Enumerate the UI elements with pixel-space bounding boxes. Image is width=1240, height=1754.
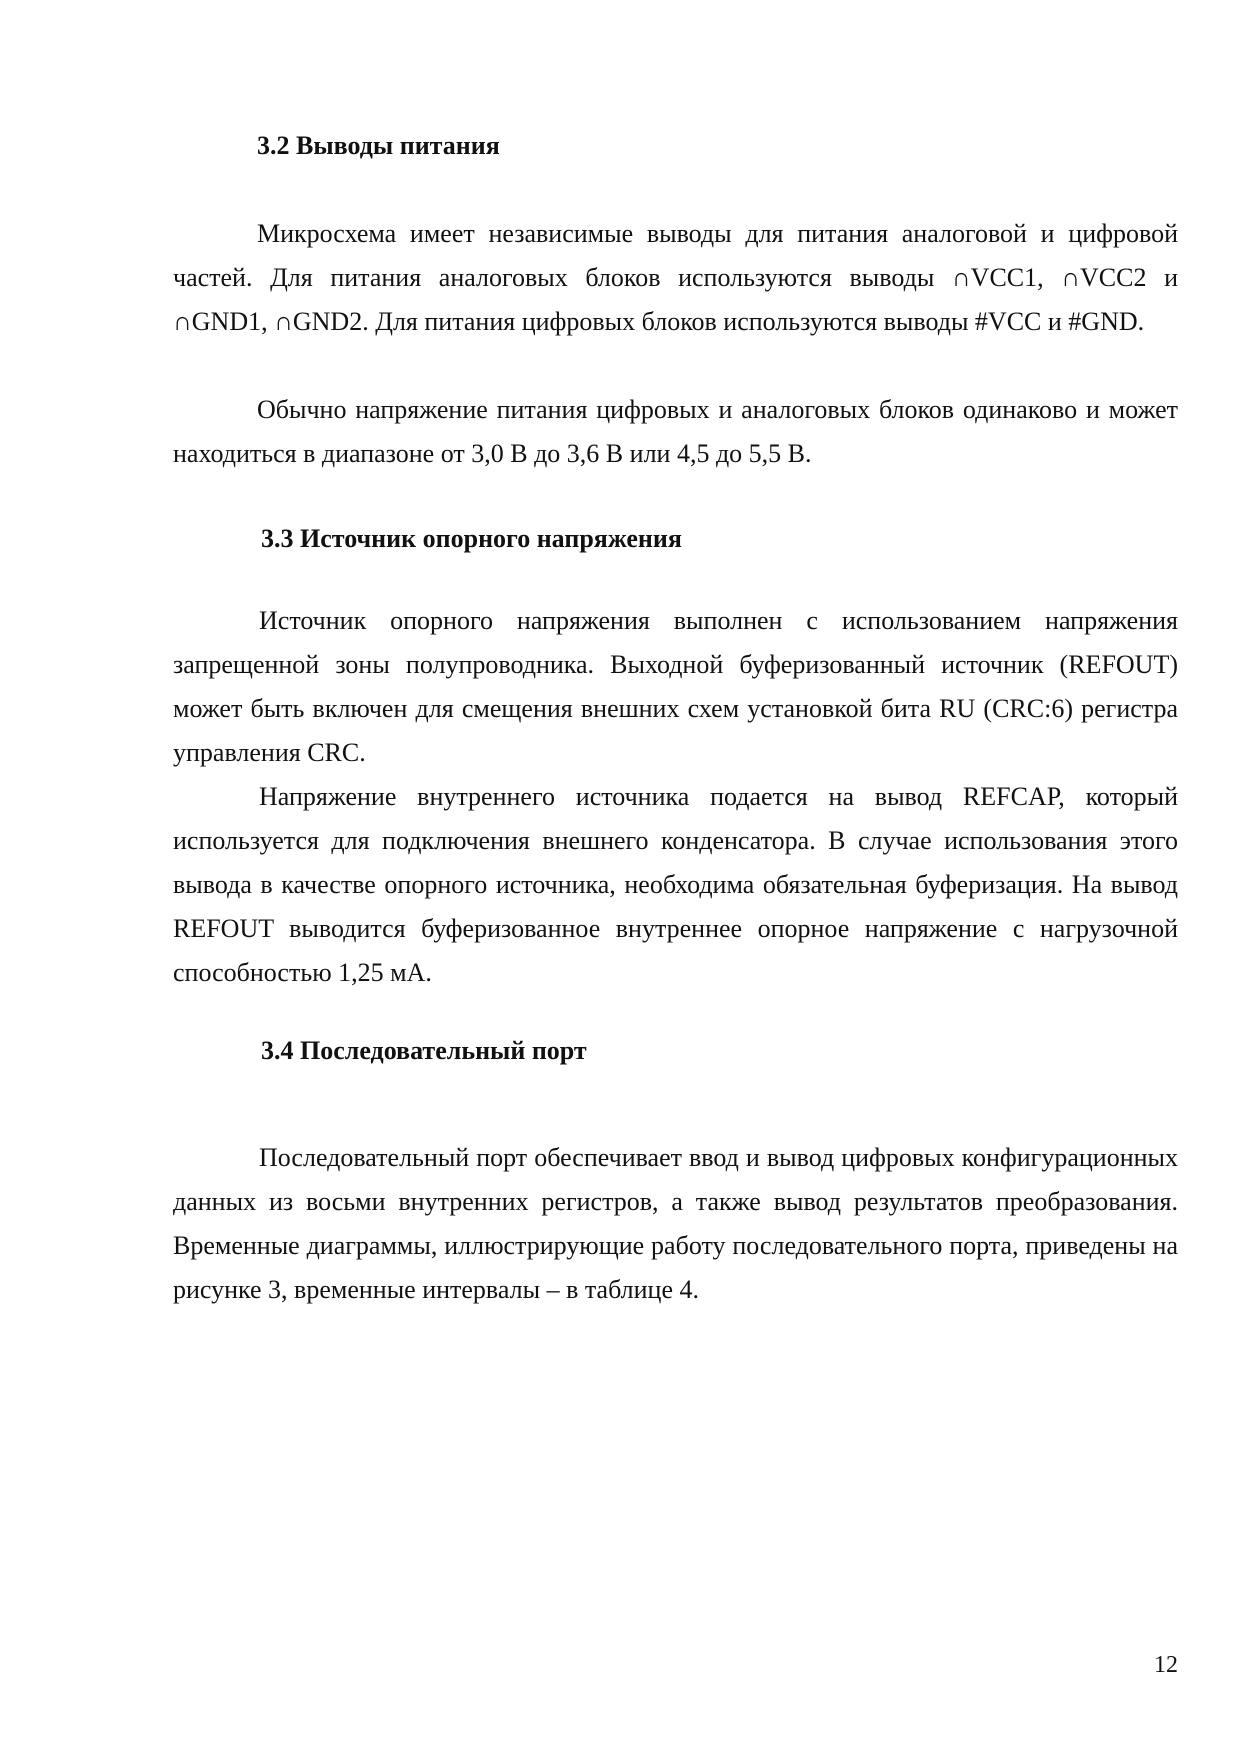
paragraph-serial-port-1: Последовательный порт обеспечивает ввод и вывод цифровых конфигурационных данных из восьми внутренних регистров, а также вывод результатов преобразования. Временные диаграммы, иллюстрирующие работу последовательного порта, приведены на рисунке 3, временные интервалы – в таблице 4. <box>173 1143 1178 1304</box>
paragraph-power-pins-2: Обычно напряжение питания цифровых и аналоговых блоков одинаково и может находиться в диапазоне от 3,0 В до 3,6 В или 4,5 до 5,5 В. <box>173 395 1178 468</box>
paragraph-power-pins-1: Микросхема имеет независимые выводы для питания аналоговой и цифровой частей. Для питания аналоговых блоков используются выводы ∩VCC1, ∩VCC2 и ∩GND1, ∩GND2. Для питания цифровых блоков используются выводы #VCC и #GND. <box>173 219 1178 336</box>
paragraph-reference-source-2: Напряжение внутреннего источника подается на вывод REFCAP, который используется для подключения внешнего конденсатора. В случае использования этого вывода в качестве опорного источника, необходима обязательная буферизация. На вывод REFOUT выводится буферизованное внутреннее опорное напряжение с нагрузочной способностью 1,25 мА. <box>173 782 1178 987</box>
section-heading-power-pins: 3.2 Выводы питания <box>257 131 500 160</box>
page-number: 12 <box>1154 1652 1178 1678</box>
section-heading-reference-source: 3.3 Источник опорного напряжения <box>261 524 682 553</box>
paragraph-reference-source-1: Источник опорного напряжения выполнен с использованием напряжения запрещенной зоны полупроводника. Выходной буферизованный источник (REFOUT) может быть включен для смещения внешних схем установкой бита RU (CRC:6) регистра управления CRC. <box>173 606 1178 767</box>
section-heading-serial-port: 3.4 Последовательный порт <box>261 1036 587 1065</box>
